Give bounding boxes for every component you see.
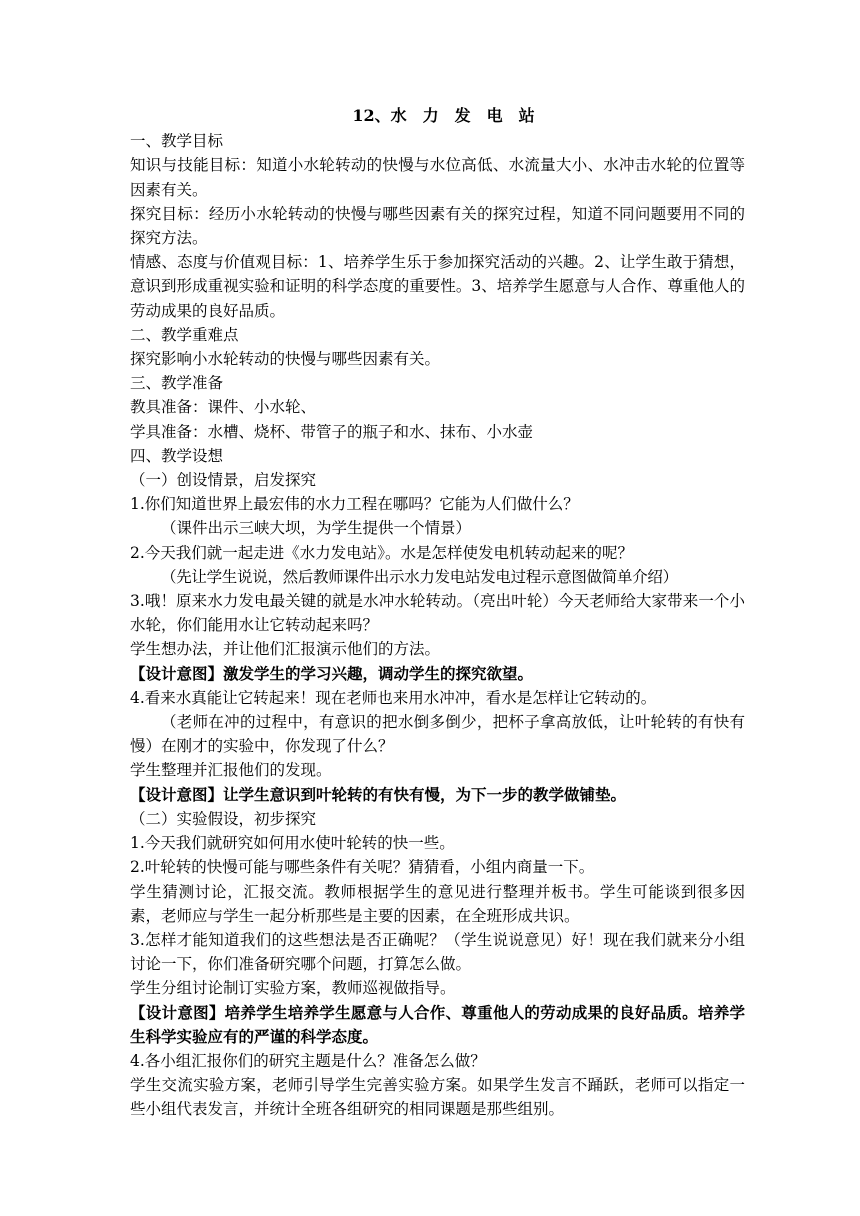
body-paragraph: 四、教学设想 — [130, 446, 224, 465]
body-paragraph: 学具准备：水槽、烧杯、带管子的瓶子和水、抹布、小水壶 — [130, 422, 534, 441]
body-paragraph: 三、教学准备 — [130, 374, 224, 393]
body-paragraph: 探究目标：经历小水轮转动的快慢与哪些因素有关的探究过程，知道不同问题要用不同的探究方法。 — [130, 204, 745, 248]
body-paragraph: 1.今天我们就研究如何用水使叶轮转的快一些。 — [130, 834, 455, 853]
document-page — [130, 104, 745, 1122]
design-intent-note: 【设计意图】让学生意识到叶轮转的有快有慢，为下一步的教学做铺垫。 — [130, 784, 627, 804]
body-paragraph: （先让学生说说，然后教师课件出示水力发电站发电过程示意图做简单介绍） — [161, 567, 678, 586]
body-paragraph: 一、教学目标 — [130, 132, 224, 151]
body-paragraph: 4.各小组汇报你们的研究主题是什么？准备怎么做？ — [130, 1051, 486, 1070]
body-paragraph: 学生猜测讨论，汇报交流。教师根据学生的意见进行整理并板书。学生可能谈到很多因素，老师应与学生一起分析那些是主要的因素，在全班形成共识。 — [130, 882, 745, 925]
body-paragraph: 二、教学重难点 — [130, 325, 239, 344]
design-intent-note: 【设计意图】培养学生培养学生愿意与人合作、尊重他人的劳动成果的良好品质。培养学生科学实验应有的严谨的科学态度。 — [130, 1002, 745, 1046]
body-paragraph: （二）实验假设，初步探究 — [130, 809, 317, 828]
document-body — [130, 129, 745, 1121]
body-paragraph: 1.你们知道世界上最宏伟的水力工程在哪吗？它能为人们做什么？ — [130, 495, 579, 514]
body-paragraph: （一）创设情景，启发探究 — [130, 471, 317, 490]
document-title: 12、水 力 发 电 站 — [352, 106, 535, 125]
design-intent-note: 【设计意图】激发学生的学习兴趣，调动学生的探究欲望。 — [130, 663, 534, 683]
body-paragraph: （老师在冲的过程中，有意识的把水倒多倒少，把杯子拿高放低，让叶轮转的有快有慢）在刚才的实验中，你发现了什么？ — [130, 713, 745, 756]
body-paragraph: 教具准备：课件、小水轮、 — [130, 398, 317, 417]
body-paragraph: 情感、态度与价值观目标：1、培养学生乐于参加探究活动的兴趣。2、让学生敢于猜想，意识到形成重视实验和证明的科学态度的重要性。3、培养学生愿意与人合作、尊重他人的劳动成果的良好品质。 — [130, 253, 745, 320]
body-paragraph: 知识与技能目标：知道小水轮转动的快慢与水位高低、水流量大小、水冲击水轮的位置等因素有关。 — [130, 156, 745, 199]
body-paragraph: 4.看来水真能让它转起来！现在老师也来用水冲冲，看水是怎样让它转动的。 — [130, 688, 657, 707]
body-paragraph: 学生想办法，并让他们汇报演示他们的方法。 — [130, 640, 441, 659]
body-paragraph: （课件出示三峡大坝，为学生提供一个情景） — [161, 519, 472, 538]
body-paragraph: 3.哦！原来水力发电最关键的就是水冲水轮转动。（亮出叶轮）今天老师给大家带来一个小水轮，你们能用水让它转动起来吗？ — [130, 592, 745, 635]
body-paragraph: 学生分组讨论制订实验方案，教师巡视做指导。 — [130, 979, 456, 998]
body-paragraph: 3.怎样才能知道我们的这些想法是否正确呢？（学生说说意见）好！现在我们就来分小组讨论一下，你们准备研究哪个问题，打算怎么做。 — [130, 930, 745, 974]
body-paragraph: 学生交流实验方案，老师引导学生完善实验方案。如果学生发言不踊跃，老师可以指定一些小组代表发言，并统计全班各组研究的相同课题是那些组别。 — [130, 1076, 745, 1119]
body-paragraph: 探究影响小水轮转动的快慢与哪些因素有关。 — [130, 350, 441, 369]
body-paragraph: 2.今天我们就一起走进《水力发电站》。水是怎样使发电机转动起来的呢？ — [130, 543, 634, 562]
body-paragraph: 学生整理并汇报他们的发现。 — [130, 761, 332, 780]
body-paragraph: 2.叶轮转的快慢可能与哪些条件有关呢？猜猜看，小组内商量一下。 — [130, 858, 595, 877]
